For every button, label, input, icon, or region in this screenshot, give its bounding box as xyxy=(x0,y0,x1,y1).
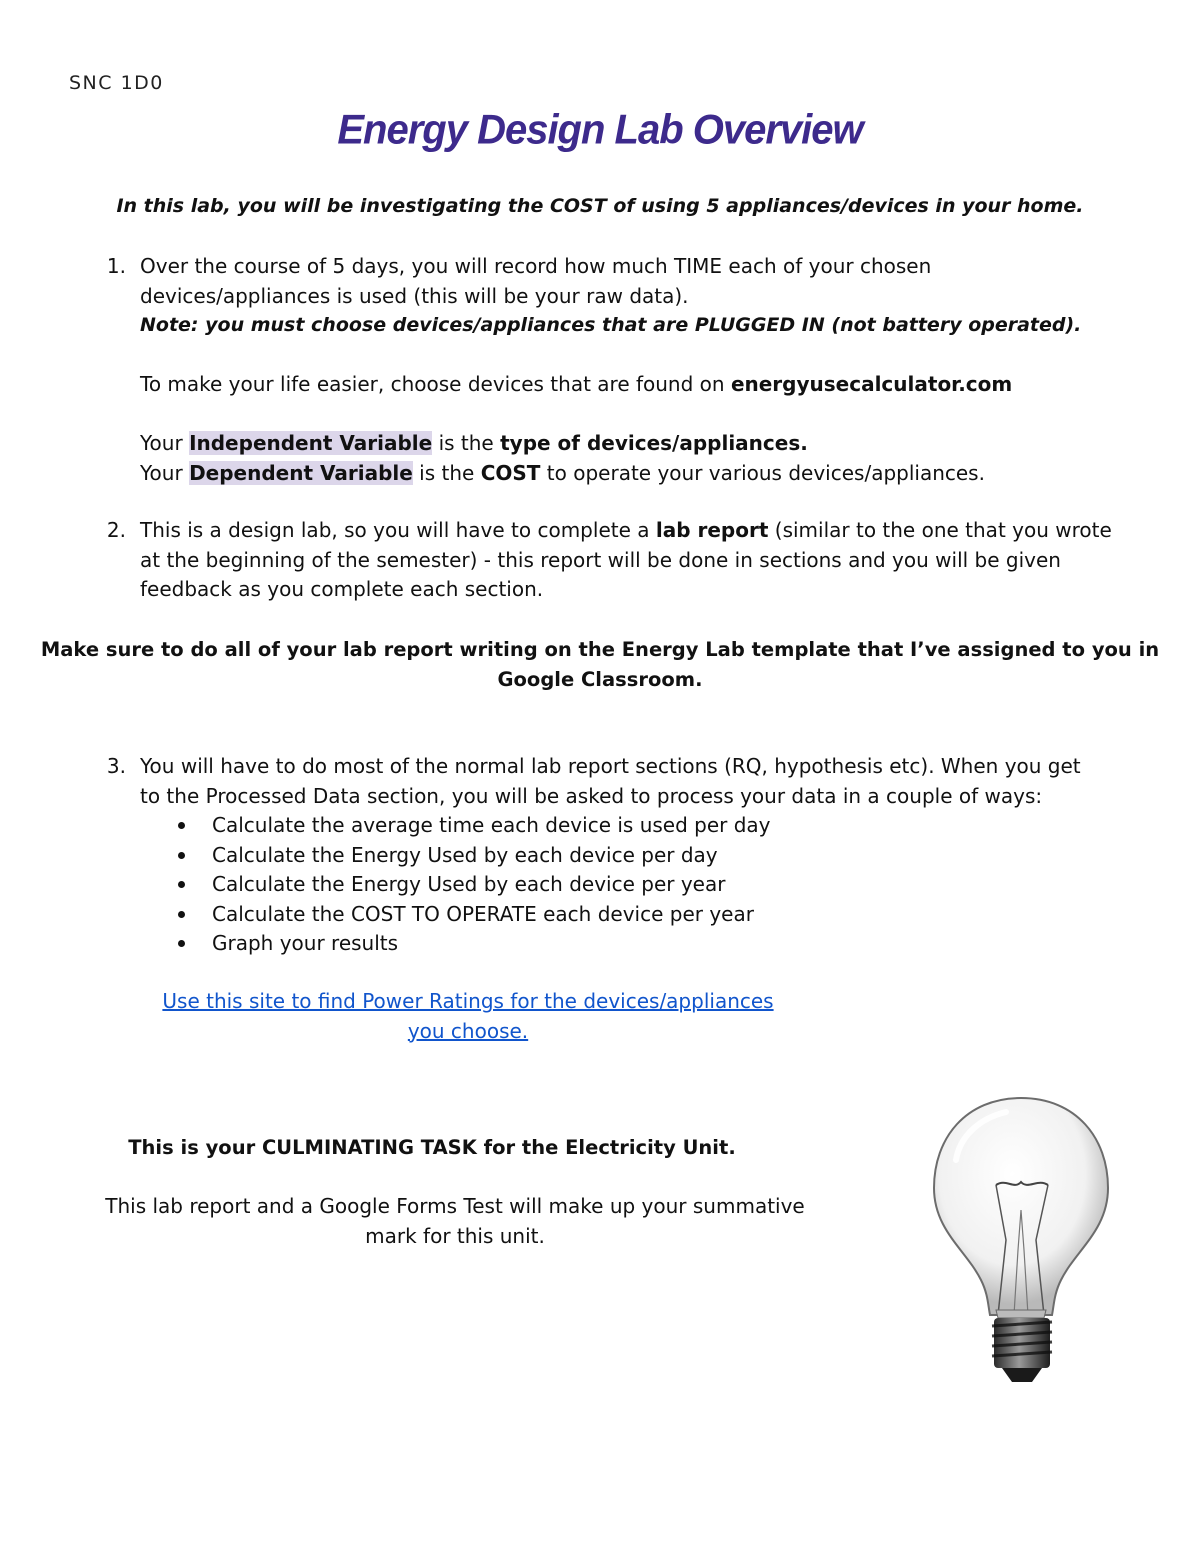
item-number: 3. xyxy=(106,754,126,778)
course-code: SNC 1D0 xyxy=(69,72,164,94)
item1-tip: To make your life easier, choose devices that are found on energyusecalculator.com xyxy=(140,372,1013,396)
independent-variable-line: Your Independent Variable is the type of devices/appliances. xyxy=(140,431,808,455)
power-ratings-link[interactable]: Use this site to find Power Ratings for the devices/appliances you choose. xyxy=(162,989,774,1043)
item-number: 2. xyxy=(106,518,126,542)
item1-note: Note: you must choose devices/appliances that are PLUGGED IN (not battery operated). xyxy=(140,314,1082,336)
list-item: Calculate the Energy Used by each device per day xyxy=(140,841,1081,871)
item2-line3: feedback as you complete each section. xyxy=(140,577,544,601)
list-item: Graph your results xyxy=(140,929,1081,959)
item3-line1: You will have to do most of the normal lab report sections (RQ, hypothesis etc). When you get xyxy=(140,754,1081,778)
list-item: Calculate the Energy Used by each device per year xyxy=(140,870,1081,900)
lightbulb-icon xyxy=(926,1090,1116,1390)
culminating-task-text: This is your CULMINATING TASK for the Electricity Unit. xyxy=(128,1136,736,1159)
list-item: Calculate the average time each device is used per day xyxy=(140,811,1081,841)
site-name: energyusecalculator.com xyxy=(730,372,1013,396)
item2-line2: at the beginning of the semester) - this report will be done in sections and you will be given xyxy=(140,547,1061,572)
bullet-icon xyxy=(178,940,185,947)
item1-line2: devices/appliances is used (this will be your raw data). xyxy=(140,283,689,308)
intro-text: In this lab, you will be investigating the COST of using 5 appliances/devices in your home. xyxy=(116,195,1084,217)
summative-text: This lab report and a Google Forms Test will make up your summative mark for this unit. xyxy=(105,1194,805,1248)
bullet-icon xyxy=(178,822,185,829)
dependent-variable-line: Your Dependent Variable is the COST to operate your various devices/appliances. xyxy=(140,460,985,485)
dependent-variable-term: Dependent Variable xyxy=(189,460,413,485)
item3-line2: to the Processed Data section, you will be asked to process your data in a couple of ways: xyxy=(140,783,1043,808)
independent-variable-term: Independent Variable xyxy=(189,431,433,455)
page-title: Energy Design Lab Overview xyxy=(337,106,863,154)
bullet-icon xyxy=(178,881,185,888)
list-item: Calculate the COST TO OPERATE each device per year xyxy=(140,900,1081,930)
bullet-icon xyxy=(178,852,185,859)
item1-line1: Over the course of 5 days, you will record how much TIME each of your chosen xyxy=(140,254,932,278)
processing-steps-list xyxy=(140,811,1081,959)
item-number: 1. xyxy=(106,254,126,278)
bullet-icon xyxy=(178,911,185,918)
item2-line1: This is a design lab, so you will have to complete a lab report (similar to the one that you wrote xyxy=(140,518,1112,542)
template-note: Make sure to do all of your lab report writing on the Energy Lab template that I’ve assigned to you in Google Classroom. xyxy=(40,638,1160,691)
